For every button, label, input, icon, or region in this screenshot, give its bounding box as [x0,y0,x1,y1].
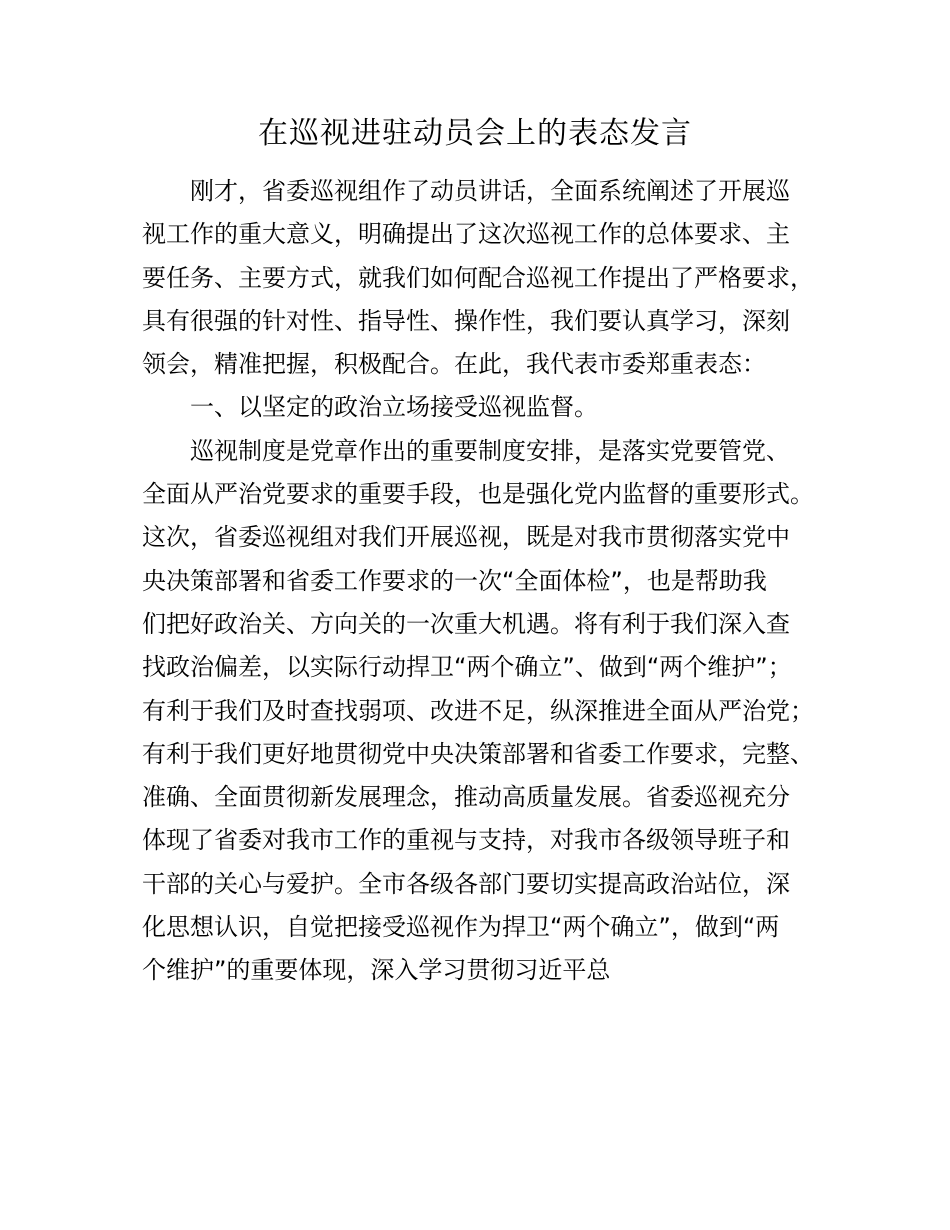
paragraph-line: 刚才，省委巡视组作了动员讲话，全面系统阐述了开展巡 [190,177,790,205]
paragraph-line: 有利于我们更好地贯彻党中央决策部署和省委工作要求，完整、 [142,739,814,768]
paragraph-line: 找政治偏差，以实际行动捍卫“两个确立”、做到“两个维护”； [142,653,792,682]
paragraph-line: 们把好政治关、方向关的一次重大机遇。将有利于我们深入查 [142,609,790,638]
paragraph-line: 准确、全面贯彻新发展理念，推动高质量发展。省委巡视充分 [142,783,790,812]
paragraph-line: 央决策部署和省委工作要求的一次“全面体检”，也是帮助我 [142,566,767,595]
paragraph-line: 体现了省委对我市工作的重视与支持，对我市各级领导班子和 [142,826,790,855]
paragraph-line: 巡视制度是党章作出的重要制度安排，是落实党要管党、 [190,436,790,465]
paragraph-line: 个维护”的重要体现，深入学习贯彻习近平总 [142,956,611,985]
paragraph-line: 全面从严治党要求的重要手段，也是强化党内监督的重要形式。 [142,480,814,509]
document-title: 在巡视进驻动员会上的表态发言 [258,116,692,151]
paragraph-line: 具有很强的针对性、指导性、操作性，我们要认真学习，深刻 [142,306,790,335]
paragraph-line: 有利于我们及时查找弱项、改进不足，纵深推进全面从严治党； [142,696,814,725]
document-body [142,170,832,993]
paragraph-line: 干部的关心与爱护。全市各级各部门要切实提高政治站位，深 [142,869,790,898]
paragraph-line: 要任务、主要方式，就我们如何配合巡视工作提出了严格要求， [142,263,814,292]
paragraph-line: 领会，精准把握，积极配合。在此，我代表市委郑重表态： [142,350,766,379]
paragraph-line: 这次，省委巡视组对我们开展巡视，既是对我市贯彻落实党中 [142,523,790,552]
section-heading: 一、以坚定的政治立场接受巡视监督。 [190,393,598,422]
paragraph-line: 化思想认识，自觉把接受巡视作为捍卫“两个确立”，做到“两 [142,913,780,942]
paragraph-line: 视工作的重大意义，明确提出了这次巡视工作的总体要求、主 [142,220,790,249]
